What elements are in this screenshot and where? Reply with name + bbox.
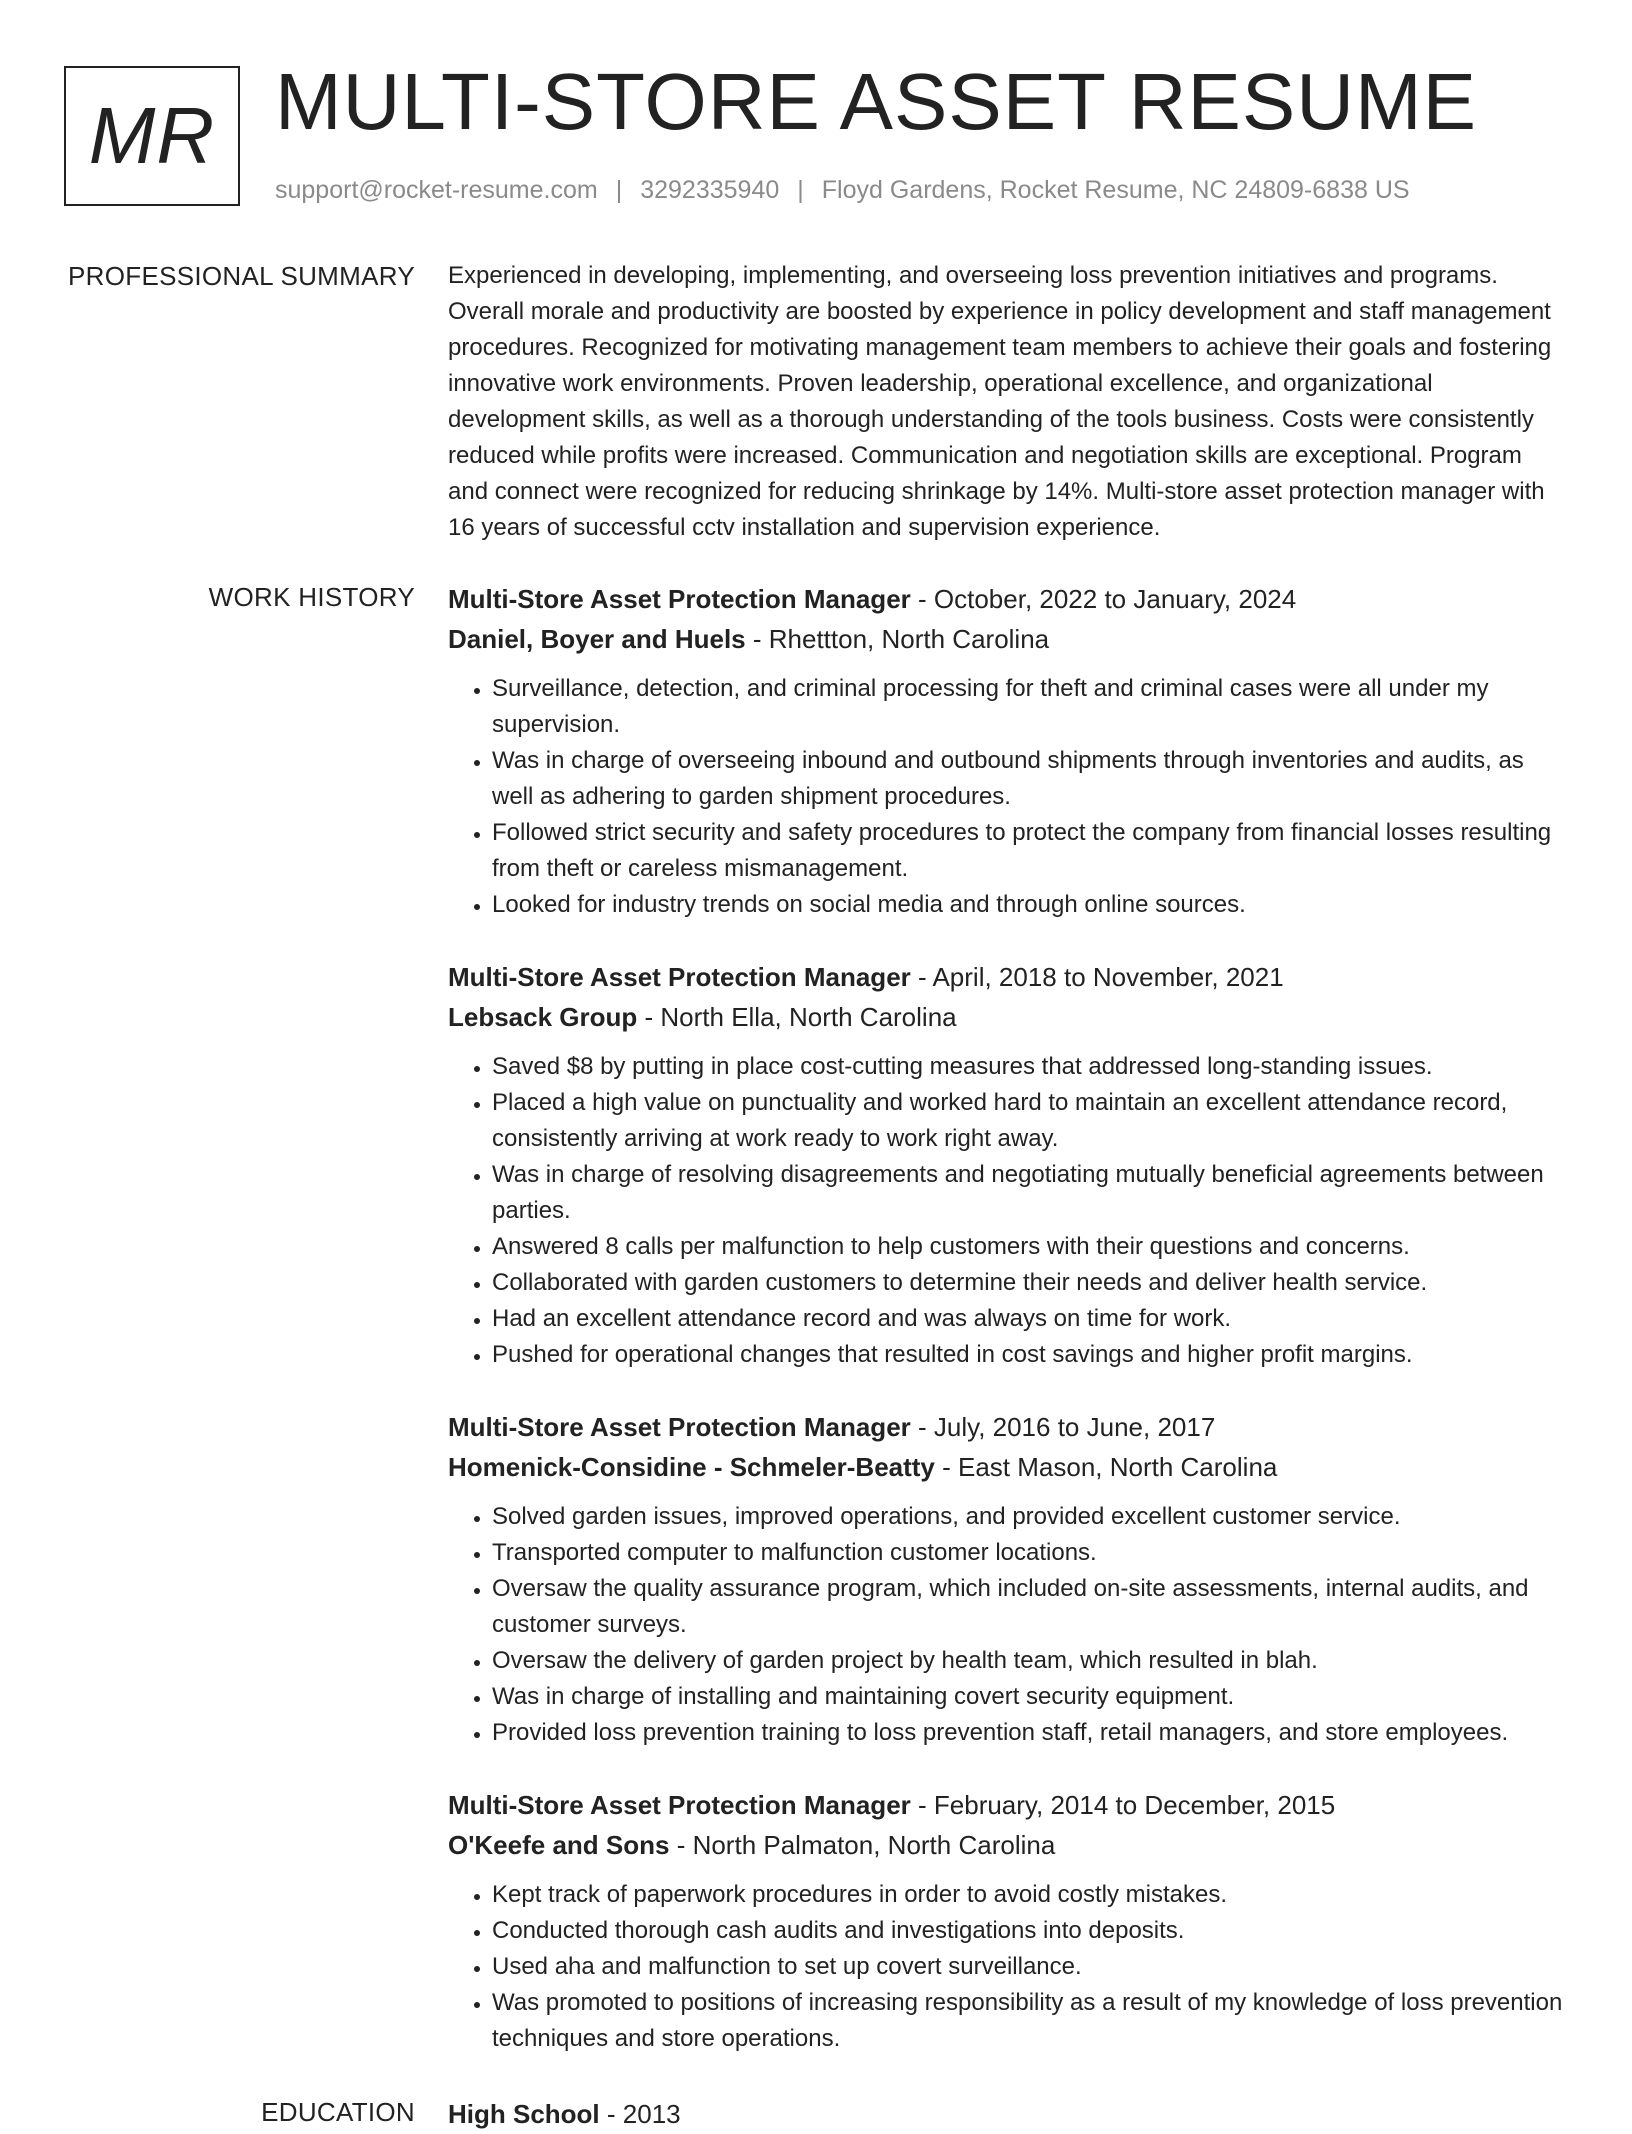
job-entry [448, 957, 1566, 1373]
job-bullet: • Was in charge of installing and maintaining covert security equipment. [492, 1679, 1566, 1715]
job-bullet: • Was promoted to positions of increasing responsibility as a result of my knowledge of loss prevention techniques and store operations. [492, 1985, 1566, 2057]
job-bullet: • Saved $8 by putting in place cost-cutting measures that addressed long-standing issues. [492, 1049, 1566, 1085]
job-bullet: • Kept track of paperwork procedures in order to avoid costly mistakes. [492, 1877, 1566, 1913]
contact-address: Floyd Gardens, Rocket Resume, NC 24809-6838 US [821, 176, 1410, 204]
job-company-line [448, 997, 1566, 1037]
job-bullet: • Used aha and malfunction to set up covert surveillance. [492, 1949, 1566, 1985]
job-bullets [448, 671, 1566, 923]
job-bullet: • Was in charge of resolving disagreements and negotiating mutually beneficial agreements between parties. [492, 1157, 1566, 1229]
job-bullets [448, 1049, 1566, 1373]
job-bullet: • Transported computer to malfunction customer locations. [492, 1535, 1566, 1571]
job-company: Lebsack Group [448, 1002, 638, 1032]
job-entry [448, 1785, 1566, 2057]
job-dates: - July, 2016 to June, 2017 [910, 1412, 1216, 1442]
job-bullets [448, 1499, 1566, 1751]
job-entry [448, 1407, 1566, 1751]
job-company: O'Keefe and Sons [448, 1830, 670, 1860]
job-title: Multi-Store Asset Protection Manager [448, 1412, 911, 1442]
job-dates: - February, 2014 to December, 2015 [910, 1790, 1336, 1820]
work-history-heading: WORK HISTORY [208, 582, 415, 612]
education-entry [448, 2094, 1566, 2134]
job-bullet: • Oversaw the delivery of garden project by health team, which resulted in blah. [492, 1643, 1566, 1679]
summary-heading: PROFESSIONAL SUMMARY [68, 261, 415, 291]
job-dates: - October, 2022 to January, 2024 [910, 584, 1297, 614]
monogram-badge: MR [64, 66, 240, 206]
job-location: - North Ella, North Carolina [637, 1002, 957, 1032]
contact-separator: | [615, 176, 623, 204]
job-location: - East Mason, North Carolina [934, 1452, 1278, 1482]
job-location: - North Palmaton, North Carolina [669, 1830, 1056, 1860]
job-title: Multi-Store Asset Protection Manager [448, 584, 911, 614]
job-bullet: • Answered 8 calls per malfunction to help customers with their questions and concerns. [492, 1229, 1566, 1265]
job-bullet: • Collaborated with garden customers to determine their needs and deliver health service. [492, 1265, 1566, 1301]
job-bullet: • Had an excellent attendance record and was always on time for work. [492, 1301, 1566, 1337]
contact-phone[interactable]: 3292335940 [640, 176, 780, 204]
education-title: High School [448, 2099, 600, 2129]
job-title-line [448, 1407, 1566, 1447]
job-company: Daniel, Boyer and Huels [448, 624, 746, 654]
job-bullet: • Pushed for operational changes that resulted in cost savings and higher profit margins. [492, 1337, 1566, 1373]
job-dates: - April, 2018 to November, 2021 [910, 962, 1284, 992]
job-bullet: • Was in charge of overseeing inbound and outbound shipments through inventories and audits, as well as adhering to garden shipment procedures. [492, 743, 1566, 815]
resume-title: MULTI-STORE ASSET RESUME [275, 57, 1478, 146]
job-bullet: • Solved garden issues, improved operations, and provided excellent customer service. [492, 1499, 1566, 1535]
job-bullet: • Provided loss prevention training to loss prevention staff, retail managers, and store employees. [492, 1715, 1566, 1751]
job-title: Multi-Store Asset Protection Manager [448, 1790, 911, 1820]
job-bullets [448, 1877, 1566, 2057]
job-entry [448, 579, 1566, 923]
contact-line [275, 176, 1410, 205]
job-title-line [448, 579, 1566, 619]
job-location: - Rhettton, North Carolina [745, 624, 1050, 654]
job-bullet: • Surveillance, detection, and criminal processing for theft and criminal cases were all under my supervision. [492, 671, 1566, 743]
job-bullet: • Followed strict security and safety procedures to protect the company from financial losses resulting from theft or careless mismanagement. [492, 815, 1566, 887]
job-company-line [448, 1825, 1566, 1865]
education-heading: EDUCATION [261, 2097, 415, 2127]
job-bullet: • Placed a high value on punctuality and worked hard to maintain an excellent attendance record, consistently arriving at work ready to work right away. [492, 1085, 1566, 1157]
job-title-line [448, 1785, 1566, 1825]
job-list [448, 579, 1566, 2091]
contact-email[interactable]: support@rocket-resume.com [275, 176, 598, 204]
job-bullet: • Oversaw the quality assurance program, which included on-site assessments, internal audits, and customer surveys. [492, 1571, 1566, 1643]
job-title: Multi-Store Asset Protection Manager [448, 962, 911, 992]
job-company-line [448, 1447, 1566, 1487]
job-bullet: • Looked for industry trends on social media and through online sources. [492, 887, 1566, 923]
contact-separator: | [797, 176, 804, 204]
job-company: Homenick-Considine - Schmeler-Beatty [448, 1452, 935, 1482]
summary-text: Experienced in developing, implementing, and overseeing loss prevention initiatives and programs. Overall morale and productivity are boosted by experience in policy development and staff management procedures. Recognized for motivating management team members to achieve their goals and fostering innovative work environments. Proven leadership, operational excellence, and organizational development skills, as well as a thorough understanding of the tools business. Costs were consistently reduced while profits were increased. Communication and negotiation skills are exceptional. Program and connect were recognized for reducing shrinkage by 14%. Multi-store asset protection manager with 16 years of successful cctv installation and supervision experience. [448, 262, 1552, 541]
education-dates: - 2013 [599, 2099, 681, 2129]
job-title-line [448, 957, 1566, 997]
job-company-line [448, 619, 1566, 659]
job-bullet: • Conducted thorough cash audits and investigations into deposits. [492, 1913, 1566, 1949]
